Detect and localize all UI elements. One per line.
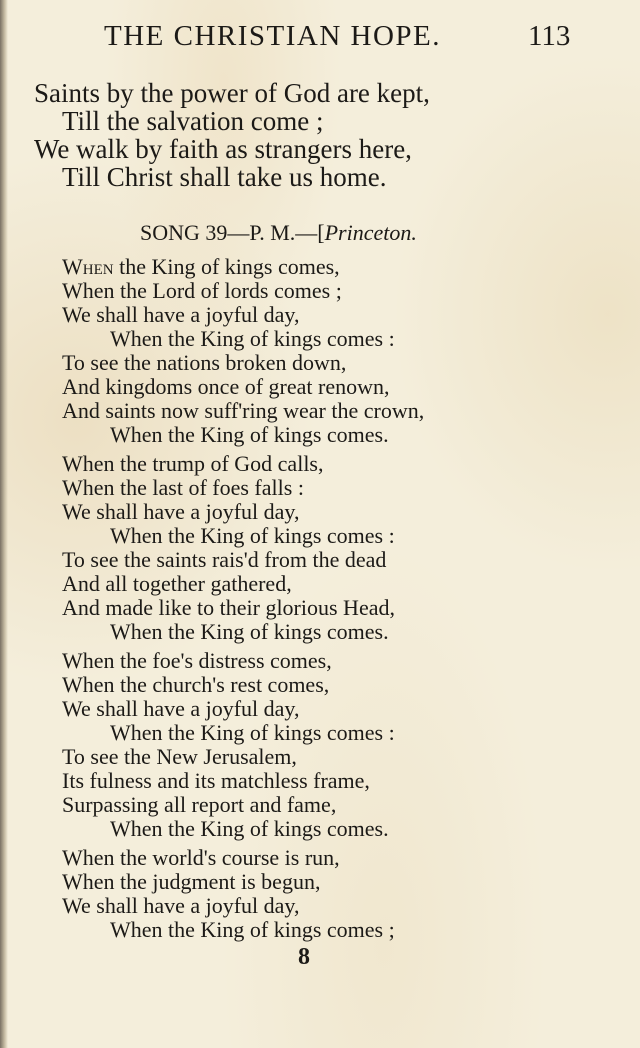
- stanza-4-line: When the world's course is run,: [62, 845, 340, 870]
- stanza-1-refrain: When the King of kings comes :: [110, 326, 395, 351]
- tune-name: Princeton.: [324, 220, 417, 245]
- stanza-2-line: When the last of foes falls :: [62, 475, 304, 500]
- stanza-1-line: When the King of kings comes,: [62, 254, 340, 279]
- stanza-4-line: We shall have a joyful day,: [62, 893, 300, 918]
- song-number: SONG 39—P. M.—[: [140, 220, 325, 245]
- page-number: 113: [528, 20, 571, 52]
- stanza-2-line: And all together gathered,: [62, 571, 292, 596]
- stanza-3-line: To see the New Jerusalem,: [62, 744, 297, 769]
- stanza-1-line: And kingdoms once of great renown,: [62, 374, 390, 399]
- stanza-1-line: And saints now suff'ring wear the crown,: [62, 398, 425, 423]
- song-title: [140, 220, 417, 246]
- running-title: THE CHRISTIAN HOPE.: [104, 20, 442, 52]
- previous-verse-line: Saints by the power of God are kept,: [34, 78, 430, 108]
- stanza-4-refrain: When the King of kings comes ;: [110, 917, 395, 942]
- first-word: When: [62, 254, 114, 279]
- previous-verse-line: Till Christ shall take us home.: [62, 162, 387, 192]
- stanza-2-line: When the trump of God calls,: [62, 451, 324, 476]
- stanza-3-refrain: When the King of kings comes.: [110, 816, 389, 841]
- stanza-2-line: We shall have a joyful day,: [62, 499, 300, 524]
- stanza-1-line: To see the nations broken down,: [62, 350, 347, 375]
- previous-verse-line: We walk by faith as strangers here,: [34, 134, 412, 164]
- stanza-4-line: When the judgment is begun,: [62, 869, 321, 894]
- stanza-3-line: When the foe's distress comes,: [62, 648, 332, 673]
- stanza-2-refrain: When the King of kings comes :: [110, 523, 395, 548]
- stanza-3-line: When the church's rest comes,: [62, 672, 330, 697]
- stanza-1-line: When the Lord of lords comes ;: [62, 278, 342, 303]
- previous-verse-line: Till the salvation come ;: [62, 106, 324, 136]
- stanza-3-line: We shall have a joyful day,: [62, 696, 300, 721]
- stanza-3-line: Surpassing all report and fame,: [62, 792, 337, 817]
- stanza-3-line: Its fulness and its matchless frame,: [62, 768, 370, 793]
- signature-mark: 8: [298, 944, 310, 970]
- stanza-2-line: To see the saints rais'd from the dead: [62, 547, 387, 572]
- stanza-2-line: And made like to their glorious Head,: [62, 595, 395, 620]
- stanza-3-refrain: When the King of kings comes :: [110, 720, 395, 745]
- stanza-1-line: We shall have a joyful day,: [62, 302, 300, 327]
- binding-edge: [0, 0, 8, 1048]
- stanza-2-refrain: When the King of kings comes.: [110, 619, 389, 644]
- stanza-1-refrain: When the King of kings comes.: [110, 422, 389, 447]
